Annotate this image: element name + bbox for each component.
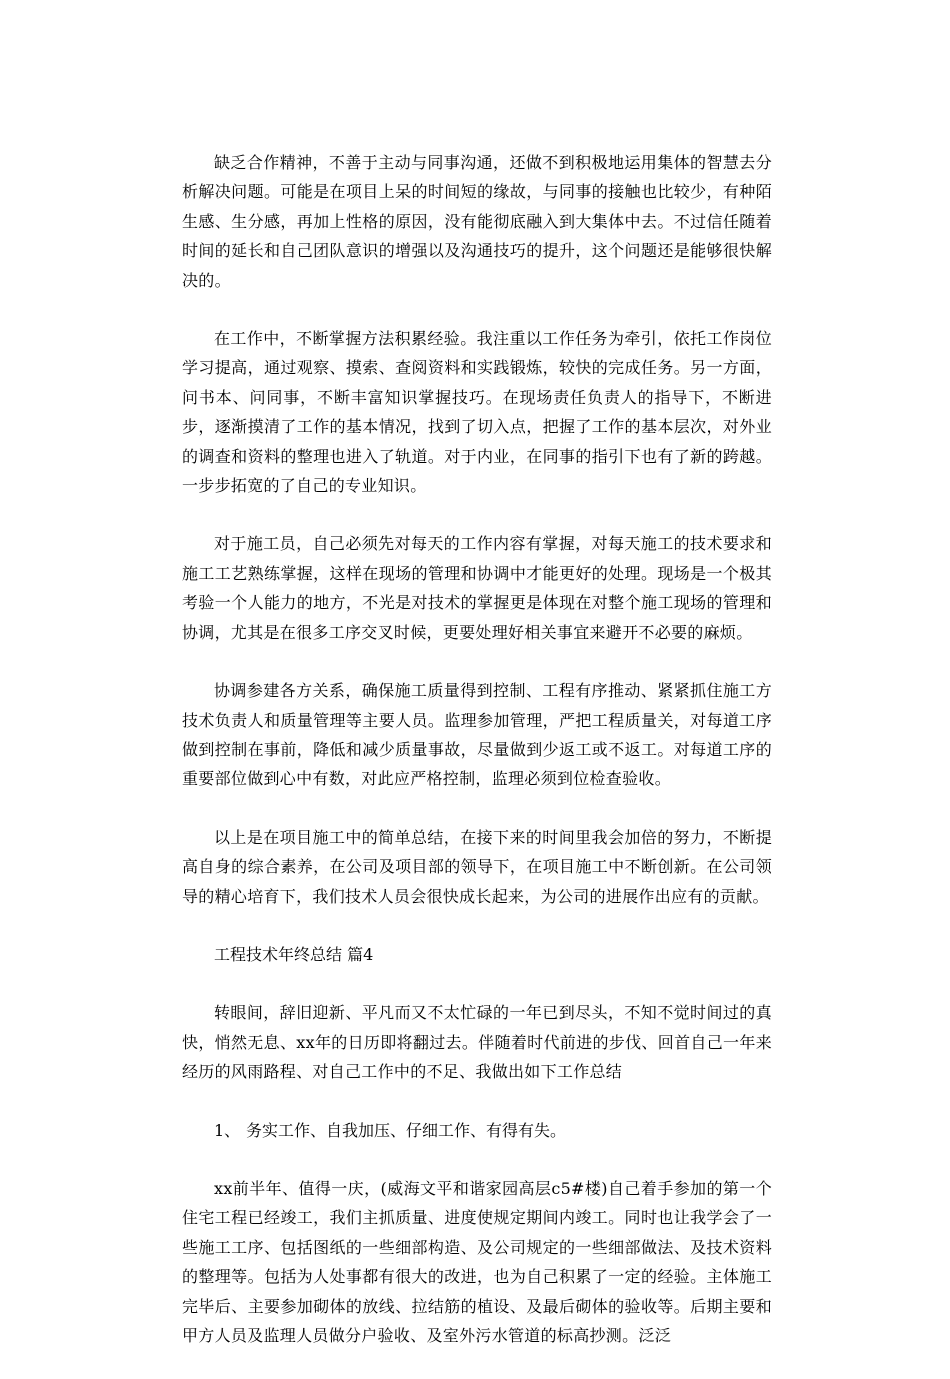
paragraph-intro: 转眼间，辞旧迎新、平凡而又不太忙碌的一年已到尽头，不知不觉时间过的真快，悄然无息、xx年的日历即将翻过去。伴随着时代前进的步伐、回首自己一年来经历的风雨路程、对自己工作中的不足、我做出如下工作总结 <box>182 1003 772 1082</box>
paragraph-final: xx前半年、值得一庆，(威海文平和谐家园高层c5#楼)自己着手参加的第一个住宅工程已经竣工，我们主抓质量、进度使规定期间内竣工。同时也让我学会了一些施工工序、包括图纸的一些细部构造、及公司规定的一些细部做法、及技术资料的整理等。包括为人处事都有很大的改进，也为自己积累了一定的经验。主体施工完毕后、主要参加砌体的放线、拉结筋的植设、及最后砌体的验收等。后期主要和甲方人员及监理人员做分户验收、及室外污水管道的标高抄测。泛泛 <box>182 1178 772 1345</box>
section-heading: 工程技术年终总结 篇4 <box>214 944 374 964</box>
document-body <box>182 148 772 1379</box>
list-text: 务实工作、自我加压、仔细工作、有得有失。 <box>246 1120 567 1140</box>
paragraph-experience: 在工作中，不断掌握方法积累经验。我注重以工作任务为牵引，依托工作岗位学习提高，通过观察、摸索、查阅资料和实践锻炼，较快的完成任务。另一方面，问书本、问同事，不断丰富知识掌握技巧。在现场责任负责人的指导下，不断进步，逐渐摸清了工作的基本情况，找到了切入点，把握了工作的基本层次，对外业的调查和资料的整理也进入了轨道。对于内业，在同事的指引下也有了新的跨越。一步步拓宽的了自己的专业知识。 <box>182 329 772 496</box>
list-item <box>182 1116 772 1145</box>
list-number: 1、 <box>214 1120 241 1140</box>
paragraph-conclusion: 以上是在项目施工中的简单总结，在接下来的时间里我会加倍的努力，不断提高自身的综合素养，在公司及项目部的领导下，在项目施工中不断创新。在公司领导的精心培育下，我们技术人员会很快成长起来，为公司的进展作出应有的贡献。 <box>182 827 772 906</box>
paragraph-teamwork: 缺乏合作精神，不善于主动与同事沟通，还做不到积极地运用集体的智慧去分析解决问题。可能是在项目上呆的时间短的缘故，与同事的接触也比较少，有种陌生感、生分感，再加上性格的原因，没有能彻底融入到大集体中去。不过信任随着时间的延长和自己团队意识的增强以及沟通技巧的提升，这个问题还是能够很快解决的。 <box>182 153 772 290</box>
paragraph-construction-worker: 对于施工员，自己必须先对每天的工作内容有掌握，对每天施工的技术要求和施工工艺熟练掌握，这样在现场的管理和协调中才能更好的处理。现场是一个极其考验一个人能力的地方，不光是对技术的掌握更是体现在对整个施工现场的管理和协调，尤其是在很多工序交叉时候，更要处理好相关事宜来避开不必要的麻烦。 <box>182 534 772 642</box>
paragraph-coordination: 协调参建各方关系，确保施工质量得到控制、工程有序推动、紧紧抓住施工方技术负责人和质量管理等主要人员。监理参加管理，严把工程质量关，对每道工序做到控制在事前，降低和减少质量事故，尽量做到少返工或不返工。对每道工序的重要部位做到心中有数，对此应严格控制，监理必须到位检查验收。 <box>182 681 772 789</box>
